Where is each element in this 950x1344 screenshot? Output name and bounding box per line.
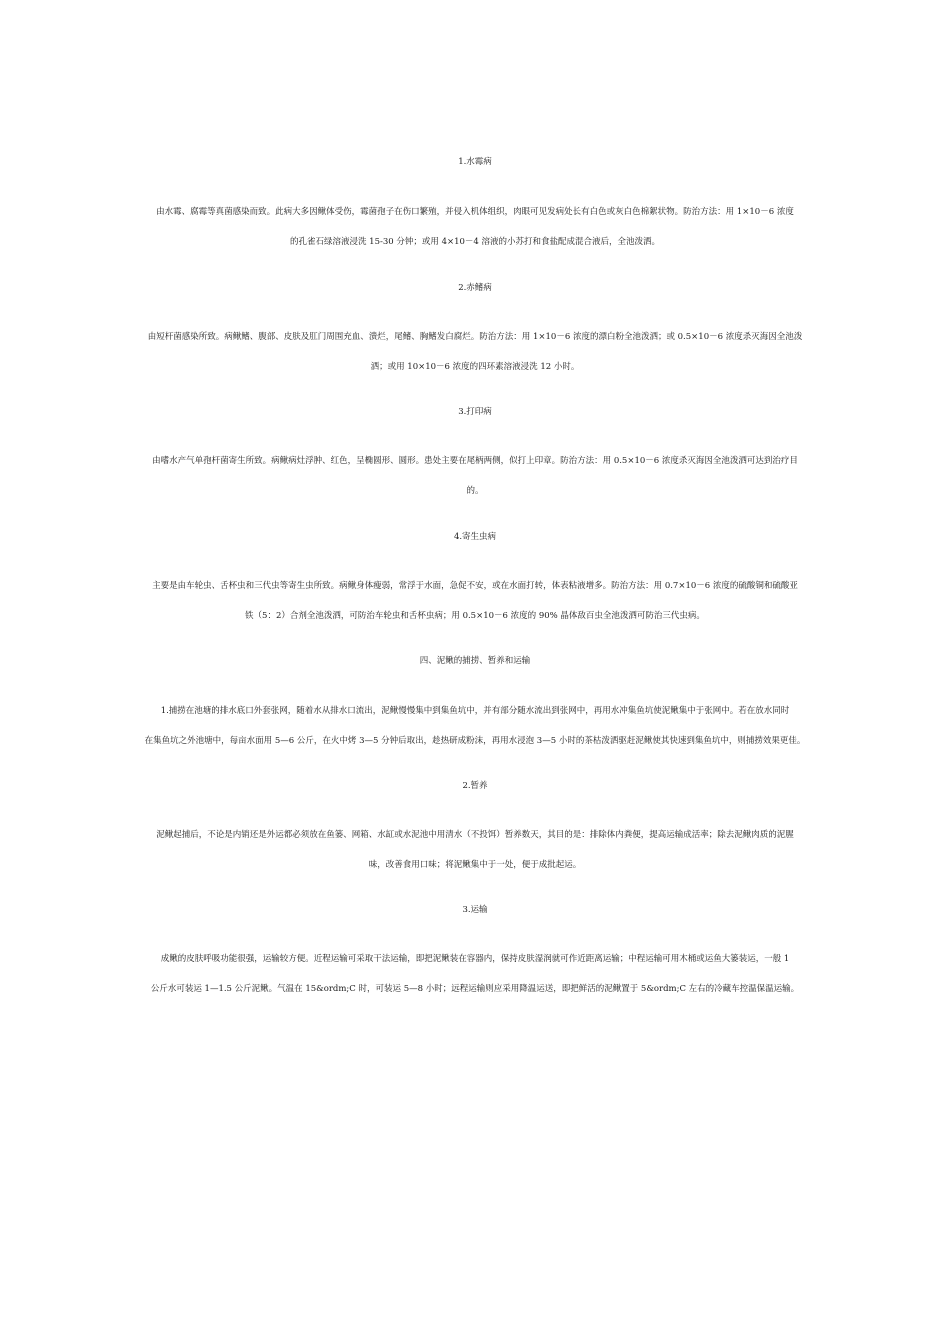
paragraph-line: 由嗜水产气单孢杆菌寄生所致。病鳅病灶浮肿、红色，呈椭圆形、圆形。患处主要在尾柄两侧，似打上印章。防治方法：用 0.5×10－6 浓度杀灭海因全池泼洒可达到治疗目 (152, 456, 798, 466)
section-heading-holding: 2.暂养 (462, 781, 488, 791)
paragraph-line: 泥鳅起捕后，不论是内销还是外运都必须放在鱼篓、网箱、水缸或水泥池中用清水（不投饵）暂养数天，其目的是：排除体内粪便，提高运输成活率；除去泥鳅肉质的泥腥 (156, 830, 794, 840)
section-paragraph-parasite (140, 571, 810, 631)
section-heading-red-fin: 2.赤鳍病 (458, 283, 492, 293)
paragraph-line: 公斤水可装运 1—1.5 公斤泥鳅。气温在 15&ordm;C 时，可装运 5—8 小时；远程运输则应采用降温运送，即把鲜活的泥鳅置于 5&ordm;C 左右的冷藏车控温保温运输。 (150, 984, 800, 994)
paragraph-line: 1.捕捞在池塘的排水底口外套张网，随着水从排水口流出，泥鳅慢慢集中到集鱼坑中，并有部分随水流出到张网中，再用水冲集鱼坑使泥鳅集中于张网中。若在放水同时 (160, 706, 790, 716)
paragraph-line: 主要是由车轮虫、舌杯虫和三代虫等寄生虫所致。病鳅身体瘦弱，常浮于水面，急促不安，或在水面打转，体表粘液增多。防治方法：用 0.7×10－6 浓度的硫酸铜和硫酸亚 (152, 581, 798, 591)
section-paragraph-holding (140, 820, 810, 880)
section-paragraph-capture (140, 696, 810, 756)
section-heading-capture: 四、泥鳅的捕捞、暂养和运输 (419, 656, 531, 666)
paragraph-line: 成鳅的皮肤呼吸功能很强，运输较方便。近程运输可采取干法运输，即把泥鳅装在容器内，保持皮肤湿润就可作近距离运输；中程运输可用木桶或运鱼大篓装运，一般 1 (160, 954, 790, 964)
section-paragraph-water-mold (140, 197, 810, 257)
section-paragraph-red-fin (140, 322, 810, 382)
paragraph-line: 的孔雀石绿溶液浸洗 15-30 分钟；或用 4×10－4 溶液的小苏打和食盐配成混合液后，全池泼洒。 (289, 237, 661, 247)
paragraph-line: 在集鱼坑之外池塘中，每亩水面用 5—6 公斤，在火中烤 3—5 分钟后取出，趁热研成粉沫，再用水浸泡 3—5 小时的茶枯泼洒驱赶泥鳅使其快速到集鱼坑中，则捕捞效果更佳。 (144, 736, 806, 746)
paragraph-line: 的。 (466, 486, 484, 496)
section-heading-water-mold: 1.水霉病 (458, 157, 492, 167)
paragraph-line: 味，改善食用口味；将泥鳅集中于一处，便于成批起运。 (368, 860, 582, 870)
section-heading-transport: 3.运输 (462, 905, 488, 915)
paragraph-line: 由短杆菌感染所致。病鳅鳍、腹部、皮肤及肛门周围充血、溃烂，尾鳍、胸鳍发白腐烂。防治方法：用 1×10－6 浓度的漂白粉全池泼洒；或 0.5×10－6 浓度杀灭海因全池泼 (147, 332, 803, 342)
paragraph-line: 洒；或用 10×10－6 浓度的四环素溶液浸洗 12 小时。 (370, 362, 580, 372)
section-paragraph-transport (140, 944, 810, 1004)
section-paragraph-stamp-disease (140, 446, 810, 506)
section-heading-stamp-disease: 3.打印病 (458, 407, 492, 417)
section-heading-parasite: 4.寄生虫病 (453, 532, 497, 542)
paragraph-line: 由水霉、腐霉等真菌感染而致。此病大多因鳅体受伤，霉菌孢子在伤口繁殖，并侵入机体组织，肉眼可见发病处长有白色或灰白色棉絮状物。防治方法：用 1×10－6 浓度 (156, 207, 794, 217)
paragraph-line: 铁（5：2）合剂全池泼洒，可防治车轮虫和舌杯虫病；用 0.5×10－6 浓度的 90% 晶体敌百虫全池泼洒可防治三代虫病。 (245, 611, 705, 621)
